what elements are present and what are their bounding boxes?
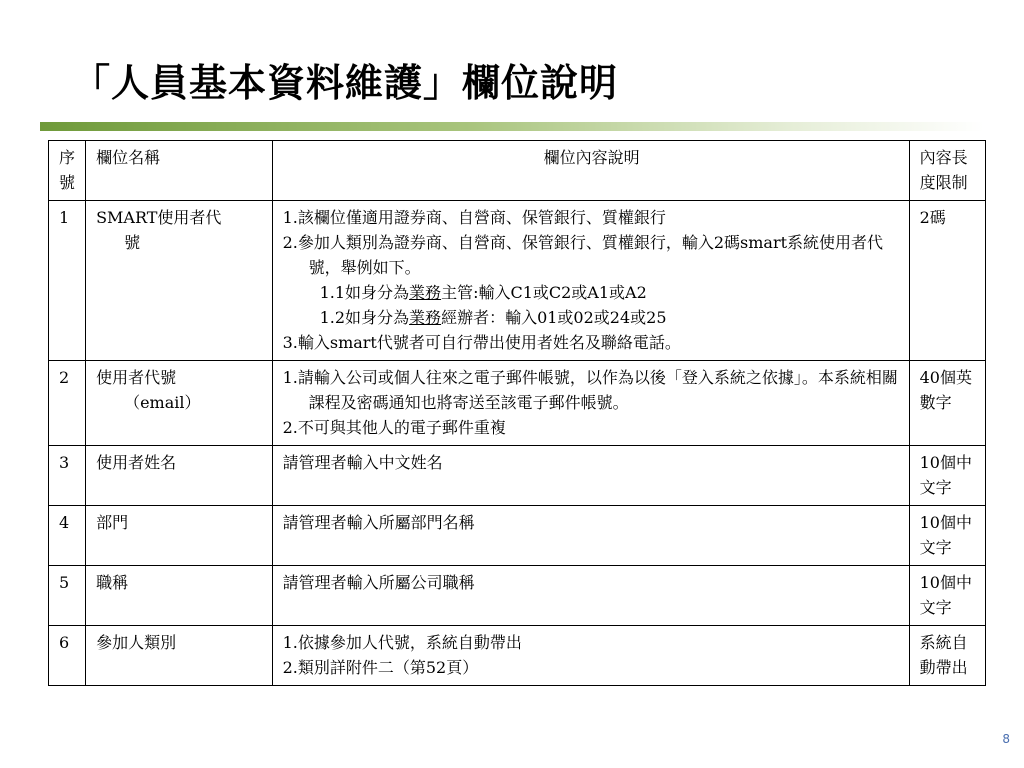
field-description: 請管理者輸入中文姓名 [272, 446, 909, 506]
subitem-underlined: 業務 [409, 308, 442, 327]
field-name: 職稱 [86, 566, 273, 626]
header-no: 序號 [49, 141, 86, 201]
table-row [49, 201, 986, 361]
table-row [49, 446, 986, 506]
header-field-name: 欄位名稱 [86, 141, 273, 201]
description-item: 1.該欄位僅適用證券商、自營商、保管銀行、質權銀行 [282, 208, 666, 227]
row-number: 5 [49, 566, 86, 626]
table-row [49, 361, 986, 446]
row-number: 6 [49, 626, 86, 686]
length-limit: 10個中文字 [909, 446, 985, 506]
subitem-prefix: 1.1如身分為 [319, 283, 410, 302]
subitem-prefix: 1.2如身分為 [319, 308, 410, 327]
row-number: 1 [49, 201, 86, 361]
page-number: 8 [1002, 732, 1010, 746]
field-name: 參加人類別 [86, 626, 273, 686]
field-name-cell [86, 361, 273, 446]
field-name: SMART使用者代 [96, 208, 222, 227]
row-number: 2 [49, 361, 86, 446]
description-subitem [283, 280, 901, 305]
table-header-row [49, 141, 986, 201]
field-name-continued: 號 [124, 233, 141, 252]
length-limit: 2碼 [909, 201, 985, 361]
description-subitem [283, 305, 901, 330]
description-item: 1.依據參加人代號，系統自動帶出 [282, 633, 522, 652]
length-limit: 40個英數字 [909, 361, 985, 446]
length-limit: 系統自動帶出 [909, 626, 985, 686]
field-name-continued: （email） [124, 393, 201, 412]
field-description-cell [272, 361, 909, 446]
field-description: 請管理者輸入所屬部門名稱 [272, 506, 909, 566]
field-name: 使用者代號 [96, 368, 177, 387]
description-item: 1.請輸入公司或個人往來之電子郵件帳號，以作為以後「登入系統之依據」。本系統相關課程及密碼通知也將寄送至該電子郵件帳號。 [282, 368, 898, 412]
field-name-cell [86, 201, 273, 361]
table-row [49, 626, 986, 686]
field-name: 使用者姓名 [86, 446, 273, 506]
slide-title: 「人員基本資料維護」欄位說明 [72, 61, 619, 105]
subitem-underlined: 業務 [409, 283, 442, 302]
field-description: 請管理者輸入所屬公司職稱 [272, 566, 909, 626]
row-number: 3 [49, 446, 86, 506]
length-limit: 10個中文字 [909, 506, 985, 566]
subitem-suffix: 主管:輸入C1或C2或A1或A2 [441, 283, 647, 302]
field-spec-table [48, 140, 986, 686]
title-underline-bar [40, 122, 984, 131]
subitem-suffix: 經辦者：輸入01或02或24或25 [441, 308, 667, 327]
description-item: 2.參加人類別為證券商、自營商、保管銀行、質權銀行，輸入2碼smart系統使用者代號，舉例如下。 [282, 233, 884, 277]
header-length-limit: 內容長度限制 [909, 141, 985, 201]
description-item: 2.類別詳附件二（第52頁） [282, 658, 479, 677]
field-description-cell [272, 201, 909, 361]
field-description-cell [272, 626, 909, 686]
table-row [49, 566, 986, 626]
row-number: 4 [49, 506, 86, 566]
field-name: 部門 [86, 506, 273, 566]
length-limit: 10個中文字 [909, 566, 985, 626]
description-item: 3.輸入smart代號者可自行帶出使用者姓名及聯絡電話。 [282, 333, 681, 352]
table-row [49, 506, 986, 566]
description-item: 2.不可與其他人的電子郵件重複 [282, 418, 506, 437]
header-field-description: 欄位內容說明 [272, 141, 909, 201]
